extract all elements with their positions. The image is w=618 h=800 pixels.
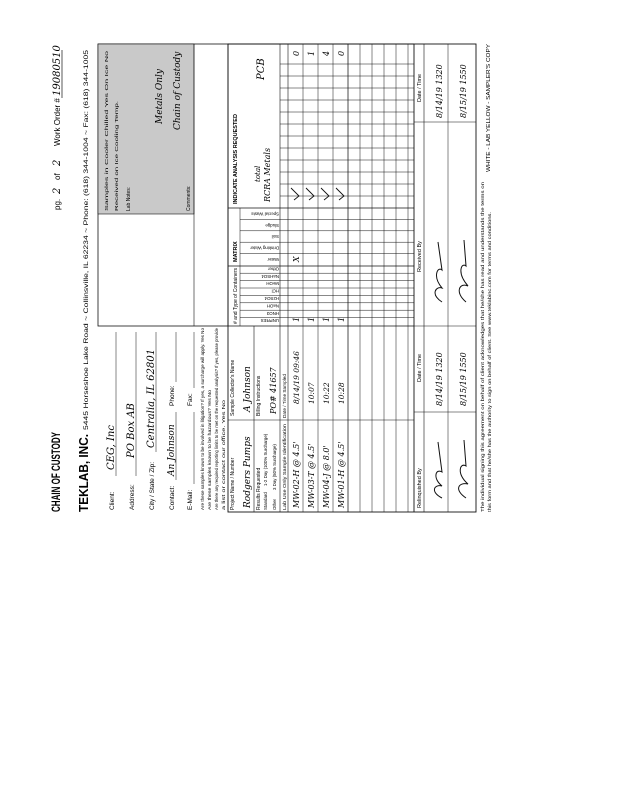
container-col-3: H2SO4 bbox=[264, 296, 279, 301]
client-label: Client: bbox=[109, 491, 116, 510]
lab-notes-handwritten-2: Chain of Custody bbox=[173, 51, 183, 130]
fax-label: Fax: bbox=[187, 393, 194, 406]
container-count: 1 bbox=[337, 316, 346, 322]
contact-label: Contact: bbox=[169, 485, 176, 510]
ice-line: Received on Ice Cooling Temp. bbox=[115, 144, 120, 211]
email-label: E-Mail: bbox=[187, 489, 194, 510]
sample-code: 0 bbox=[337, 50, 346, 56]
receive-datetime-2: 8/15/19 1550 bbox=[459, 64, 468, 118]
receiver-signature-2 bbox=[459, 240, 468, 302]
sample-id: MW-01-H @ 4.5' bbox=[337, 441, 346, 508]
sample-id: MW-03-T @ 4.5' bbox=[307, 443, 316, 508]
container-col-2: NaOH bbox=[266, 303, 279, 309]
form-title: CHAIN OF CUSTODY bbox=[49, 392, 63, 512]
reporting-limits-question: Are there any required reporting limits to be met on the requested analysis? If yes, please provide bbox=[214, 311, 219, 510]
rush-3-day: 3 Day (50% Surcharge) bbox=[272, 444, 277, 490]
date-sampled-header: Date / Time Sampled bbox=[282, 373, 288, 418]
city-value: Centralia, IL 62801 bbox=[146, 348, 157, 448]
table-row bbox=[336, 51, 346, 509]
sample-code: 1 bbox=[307, 50, 316, 56]
containers-header: # and Type of Containers bbox=[233, 268, 239, 324]
hazardous-question: Are these samples known to be hazardous? Yes No bbox=[207, 404, 212, 510]
billing-label: Billing Instructions bbox=[256, 375, 262, 416]
other-option: Other bbox=[272, 499, 277, 510]
page-of: of bbox=[53, 173, 62, 180]
relinquisher-signature-2 bbox=[459, 440, 468, 498]
page-total: 2 bbox=[52, 159, 63, 166]
receive-datetime-1: 8/14/19 1320 bbox=[435, 64, 444, 118]
received-by-label: Received By bbox=[417, 241, 423, 272]
company-name: TEKLAB, INC. bbox=[76, 426, 91, 512]
contact-value: An Johnson bbox=[167, 424, 177, 476]
results-requested-label: Results Requested bbox=[256, 467, 262, 510]
client-value: CEG, Inc bbox=[106, 425, 117, 470]
collector-value: A Johnson bbox=[243, 366, 253, 412]
project-name-label: Project Name / Number bbox=[230, 457, 236, 510]
project-name-value: Rodgers Pumps bbox=[243, 436, 253, 508]
container-count: 1 bbox=[292, 316, 301, 322]
matrix-col-2: Soil bbox=[271, 234, 279, 240]
table-row bbox=[291, 51, 301, 509]
sample-id: MW-02-H @ 4.5' bbox=[292, 441, 301, 508]
comments-label: Comments: bbox=[186, 185, 192, 211]
container-col-4: HCl bbox=[271, 288, 279, 294]
container-col-0: UNPRES bbox=[260, 318, 279, 324]
relinquish-date-label: Date / Time bbox=[417, 353, 423, 382]
lab-notes-handwritten-1: Metals Only bbox=[155, 68, 165, 124]
analysis-header: INDICATE ANALYSIS REQUESTED bbox=[233, 114, 239, 204]
analysis-check bbox=[291, 188, 299, 200]
container-col-7: Other bbox=[268, 266, 279, 272]
litigation-question: Are these samples known to be involved in litigation? If yes, a surcharge will apply. Yes No bbox=[200, 326, 205, 510]
company-address: 5445 Horseshoe Lake Road ~ Collinsville, IL 62234 ~ Phone: (618) 344-1004 ~ Fax: (618) 344-1005 bbox=[83, 137, 90, 430]
matrix-col-3: Sludge bbox=[265, 222, 279, 228]
rush-1-2-day: 1-2 Day (100% Surcharge) bbox=[263, 433, 268, 486]
collector-label: Sample Collector's Name bbox=[230, 359, 236, 416]
receiver-signature-1 bbox=[435, 242, 442, 302]
po-number: PO# 41657 bbox=[269, 367, 278, 414]
table-row bbox=[321, 51, 331, 509]
relinquish-datetime-2: 8/15/19 1550 bbox=[459, 352, 468, 406]
sample-id: MW-04-J @ 8.0' bbox=[322, 445, 331, 508]
footer-terms-2: this form and that he/she has the authority to sign on behalf of client. See www.teklabinc.com for terms and conditions. bbox=[487, 271, 492, 512]
footer-copies: WHITE - LAB YELLOW - SAMPLER'S COPY bbox=[486, 61, 492, 172]
container-count: 1 bbox=[307, 316, 316, 322]
receive-date-label: Date / Time bbox=[417, 73, 423, 102]
address-value: PO Box AB bbox=[126, 403, 137, 458]
matrix-col-4: Special Waste bbox=[251, 211, 279, 217]
sample-datetime: 10:28 bbox=[337, 382, 346, 404]
phone-label: Phone: bbox=[169, 385, 176, 406]
footer-terms-1: The individual signing this agreement on behalf of client acknowledges that he/she has read and understands the terms on bbox=[480, 263, 485, 512]
address-label: Address: bbox=[129, 484, 136, 510]
matrix-col-1: Drinking Water bbox=[250, 245, 279, 251]
sample-datetime: 8/14/19 09:46 bbox=[292, 351, 301, 404]
matrix-mark: X bbox=[292, 256, 301, 262]
sample-datetime: 10:22 bbox=[322, 382, 331, 404]
analysis-check bbox=[306, 188, 314, 200]
sample-datetime: 10:07 bbox=[307, 382, 316, 404]
work-order-label: Work Order # bbox=[53, 98, 62, 146]
analysis-check bbox=[321, 188, 329, 200]
relinquished-by-label: Relinquished By bbox=[417, 468, 423, 508]
sample-code: 4 bbox=[322, 50, 331, 56]
analysis-handwritten-2: total bbox=[254, 165, 262, 182]
container-count: 1 bbox=[322, 316, 331, 322]
lab-notes-label: Lab Notes: bbox=[126, 186, 132, 211]
page-number: 2 bbox=[52, 187, 63, 194]
work-order-number: 19080510 bbox=[52, 45, 63, 96]
container-col-1: HNO3 bbox=[266, 310, 279, 316]
analysis-handwritten-1: RCRA Metals bbox=[263, 147, 272, 202]
page-label: pg. bbox=[53, 198, 62, 210]
container-col-6: NaHSO4 bbox=[261, 273, 279, 279]
cooler-line: Samples in Cooler Chilled Yes On Ice No bbox=[105, 123, 110, 211]
analysis-handwritten-3: PCB bbox=[256, 58, 267, 80]
sample-code: 0 bbox=[292, 50, 301, 56]
analysis-check bbox=[336, 188, 344, 200]
matrix-header: MATRIX bbox=[233, 241, 239, 262]
sample-id-header: Lab Use Only Sample Identification bbox=[283, 435, 288, 510]
relinquisher-signature-1 bbox=[434, 442, 442, 498]
reporting-limits-note: a list or contact our office. Yes No bbox=[221, 441, 226, 510]
relinquish-datetime-1: 8/14/19 1320 bbox=[435, 352, 444, 406]
standard-option: Standard bbox=[263, 492, 268, 510]
matrix-col-0: Water bbox=[267, 257, 279, 262]
table-row bbox=[306, 51, 316, 509]
city-label: City / State / Zip: bbox=[149, 461, 156, 510]
container-col-5: MeOH bbox=[266, 281, 279, 287]
